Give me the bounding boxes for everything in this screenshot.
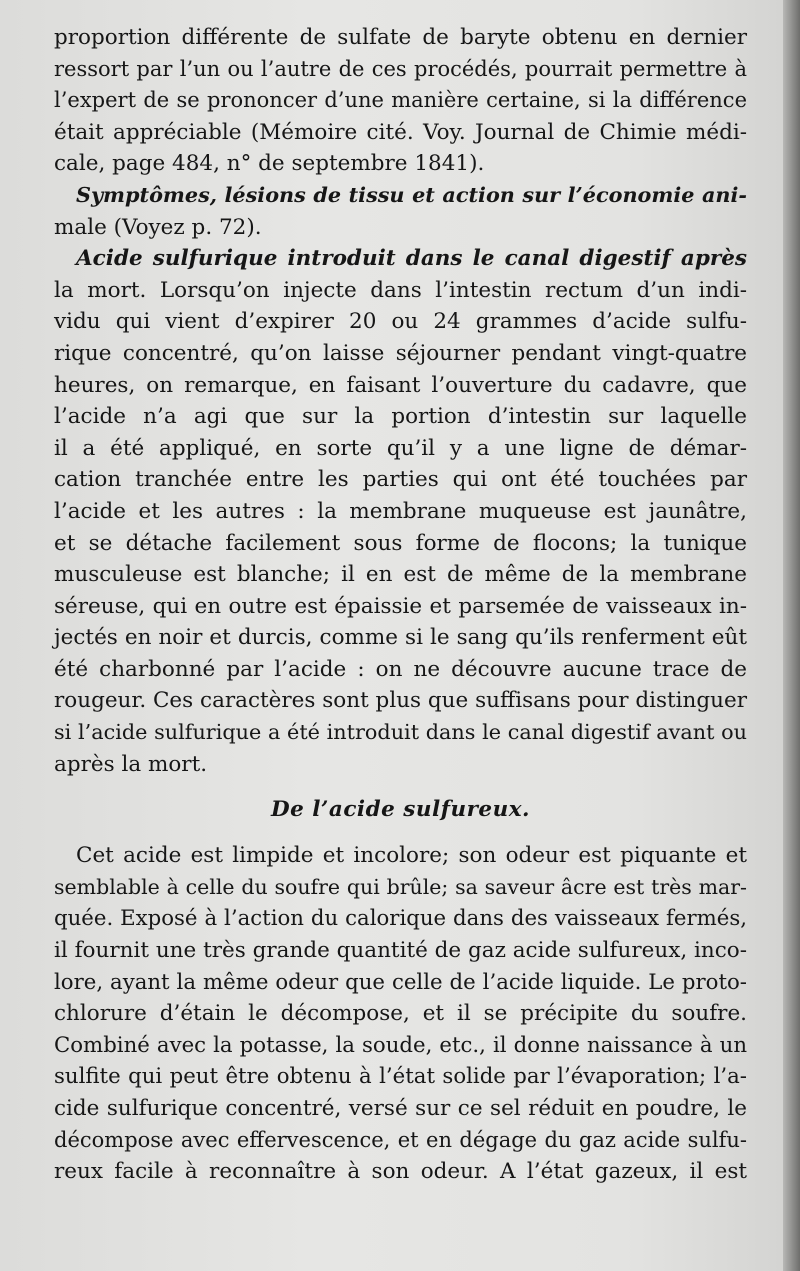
text-line: décompose avec effervescence, et en dégage du gaz acide sulfu- xyxy=(54,1127,747,1152)
text-line: chlorure d’étain le décompose, et il se précipite du soufre. xyxy=(54,1001,747,1027)
text-line: quée. Exposé à l’action du calorique dans des vaisseaux fermés, xyxy=(54,906,747,932)
text-line: Acide sulfurique introduit dans le canal digestif après xyxy=(76,246,747,272)
text-line: l’acide n’a agi que sur la portion d’intestin sur laquelle xyxy=(54,404,747,430)
section-heading: De l’acide sulfureux. xyxy=(270,797,531,823)
text-line: était appréciable (Mémoire cité. Voy. Journal de Chimie médi- xyxy=(54,119,747,145)
text-line: rougeur. Ces caractères sont plus que suffisans pour distinguer xyxy=(54,688,747,714)
text-line: été charbonné par l’acide : on ne découvre aucune trace de xyxy=(54,656,747,682)
text-line: reux facile à reconnaître à son odeur. A l’état gazeux, il est xyxy=(54,1159,747,1185)
text-line: la mort. Lorsqu’on injecte dans l’intestin rectum d’un indi- xyxy=(54,277,747,303)
text-line: male (Voyez p. 72). xyxy=(54,214,262,240)
text-line: Combiné avec la potasse, la soude, etc., il donne naissance à un xyxy=(54,1032,747,1058)
paragraph-4 xyxy=(54,840,747,1188)
text-line: sulfite qui peut être obtenu à l’état solide par l’évaporation; l’a- xyxy=(54,1064,747,1090)
text-line: séreuse, qui en outre est épaissie et parsemée de vaisseaux in- xyxy=(54,593,747,619)
text-line: lore, ayant la même odeur que celle de l’acide liquide. Le proto- xyxy=(54,969,747,995)
text-line: ressort par l’un ou l’autre de ces procédés, pourrait permettre à xyxy=(54,56,747,81)
text-line: jectés en noir et durcis, comme si le sang qu’ils renferment eût xyxy=(54,625,747,651)
text-line: heures, on remarque, en faisant l’ouverture du cadavre, que xyxy=(54,372,747,398)
text-line: il fournit une très grande quantité de gaz acide sulfureux, inco- xyxy=(54,938,747,964)
text-line: musculeuse est blanche; il en est de même de la membrane xyxy=(54,562,747,588)
page-edge-shadow xyxy=(783,0,800,1271)
text-line: cale, page 484, n° de septembre 1841). xyxy=(54,151,485,177)
text-line: vidu qui vient d’expirer 20 ou 24 grammes d’acide sulfu- xyxy=(54,309,747,335)
page-text xyxy=(54,22,747,1188)
text-line: si l’acide sulfurique a été introduit dans le canal digestif avant ou xyxy=(54,720,747,745)
text-line: l’expert de se prononcer d’une manière certaine, si la différence xyxy=(54,88,747,113)
text-line: après la mort. xyxy=(54,751,208,777)
text-line: l’acide et les autres : la membrane muqueuse est jaunâtre, xyxy=(54,498,747,524)
text-line: cide sulfurique concentré, versé sur ce sel réduit en poudre, le xyxy=(54,1096,747,1121)
text-line: et se détache facilement sous forme de flocons; la tunique xyxy=(54,530,747,556)
text-line: proportion différente de sulfate de baryte obtenu en dernier xyxy=(54,25,747,50)
text-line: rique concentré, qu’on laisse séjourner pendant vingt-quatre xyxy=(54,340,747,366)
text-line: il a été appliqué, en sorte qu’il y a une ligne de démar- xyxy=(54,435,747,461)
text-line: Symptômes, lésions de tissu et action sur l’économie ani- xyxy=(76,182,747,207)
paragraph-2 xyxy=(54,180,747,243)
text-line: Cet acide est limpide et incolore; son odeur est piquante et xyxy=(76,843,747,869)
paragraph-1 xyxy=(54,22,747,180)
text-line: semblable à celle du soufre qui brûle; sa saveur âcre est très mar- xyxy=(54,874,747,899)
paragraph-3 xyxy=(54,243,747,780)
text-line: cation tranchée entre les parties qui ont été touchées par xyxy=(54,467,747,493)
